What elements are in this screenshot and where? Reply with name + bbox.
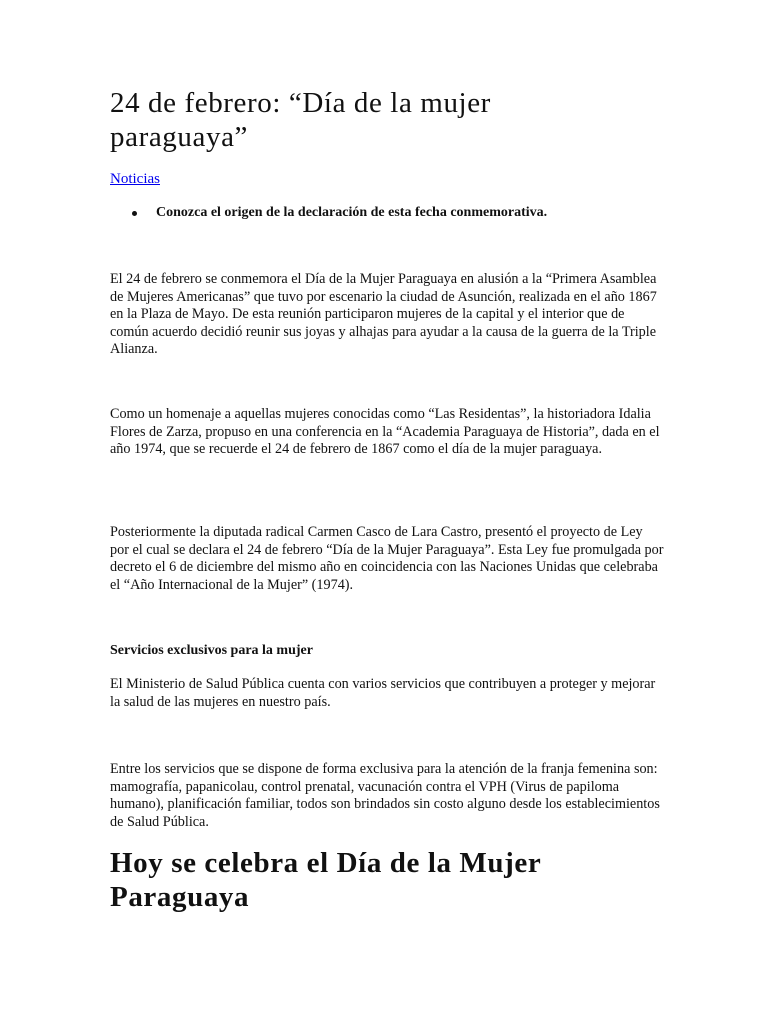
bullet-list — [110, 204, 547, 222]
paragraph-origin: El 24 de febrero se conmemora el Día de la Mujer Paraguaya en alusión a la “Primera Asamblea de Mujeres Americanas” que tuvo por escenario la ciudad de Asunción, realizada en el año 1867 en la Plaza de Mayo. De esta reunión participaron mujeres de la capital y el interior que de común acuerdo decidió reunir sus joyas y alhajas para ayudar a la causa de la guerra de la Triple Alianza. — [110, 271, 657, 358]
paragraph-services-list: Entre los servicios que se dispone de forma exclusiva para la atención de la franja femenina son: mamografía, papanicolau, control prenatal, vacunación contra el VPH (Virus de papiloma humano), planificación familiar, todos son brindados sin costo alguno desde los establecimientos de Salud Pública. — [110, 761, 660, 830]
bullet-item — [110, 204, 547, 222]
paragraph-law: Posteriormente la diputada radical Carmen Casco de Lara Castro, presentó el proyecto de Ley por el cual se declara el 24 de febrero “Día de la Mujer Paraguaya”. Esta Ley fue promulgada por decreto el 6 de diciembre del mismo año en coincidencia con las Naciones Unidas que celebraba el “Año Internacional de la Mujer” (1974). — [110, 524, 664, 593]
paragraph-residentas: Como un homenaje a aquellas mujeres conocidas como “Las Residentas”, la historiadora Idalia Flores de Zarza, propuso en una conferencia en la “Academia Paraguaya de Historia”, dada en el año 1974, que se recuerde el 24 de febrero de 1867 como el día de la mujer paraguaya. — [110, 406, 660, 458]
category-link-noticias[interactable]: Noticias — [110, 171, 160, 187]
paragraph-ministry: El Ministerio de Salud Pública cuenta con varios servicios que contribuyen a proteger y mejorar la salud de las mujeres en nuestro país. — [110, 676, 656, 710]
section-heading-services: Servicios exclusivos para la mujer — [110, 643, 313, 658]
article-title: 24 de febrero: “Día de la mujer paraguaya” — [110, 87, 491, 153]
bullet-dot-icon — [132, 211, 137, 216]
article-subtitle: Hoy se celebra el Día de la Mujer Paraguaya — [110, 847, 541, 913]
bullet-text: Conozca el origen de la declaración de esta fecha conmemorativa. — [156, 205, 548, 220]
